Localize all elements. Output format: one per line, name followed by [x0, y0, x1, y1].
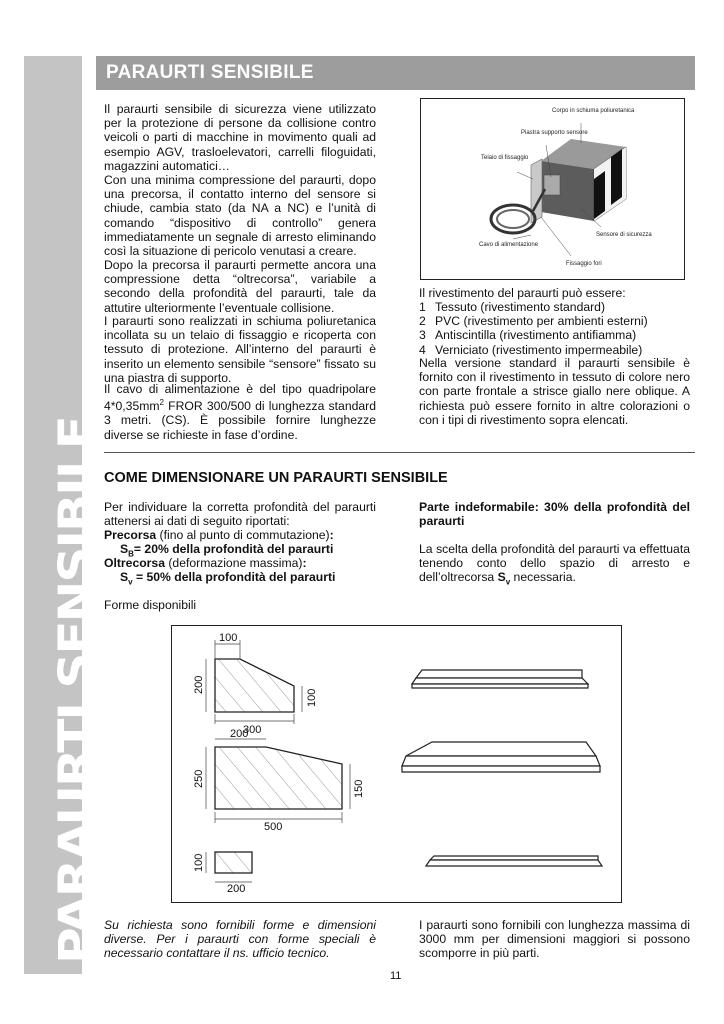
sidebar-vertical-title: PARAURTI SENSIBILE: [49, 417, 103, 964]
sensor-support-plate: [544, 175, 560, 195]
profile-b: [215, 747, 342, 809]
dim-a-right: 100: [306, 688, 318, 707]
dim-b-bottom: 500: [264, 821, 283, 833]
cable-text-suffix: FROR 300/500 di lunghezza standard 3 metri. (CS). È possibile fornire lunghezze diverse se richieste in fase d’ordine.: [104, 399, 376, 442]
oltrecorsa-line: [104, 556, 376, 570]
precorsa-desc: (fino al punto di commutazione): [156, 528, 330, 542]
bar-b-base: [402, 766, 600, 772]
sizing-intro: Per individuare la corretta profondità del paraurti attenersi ai dati di seguito riportati:: [104, 500, 376, 529]
indeformable-part: Parte indeformabile: 30% della profondità del paraurti: [419, 500, 690, 529]
bar-a-front: [412, 678, 588, 684]
dim-c-left: 100: [193, 853, 205, 872]
forms-label: Forme disponibili: [104, 598, 197, 612]
intro-paragraph-2: Con una minima compressione del paraurti, dopo una precorsa, il contatto interno del sensore si chiude, cambia stato (da NA a NC) e l’unità di comando “dispositivo di controllo” genera immediatamente un segnale di arresto eliminando così la situazione di pericolo venutasi a creare.: [104, 173, 376, 259]
bar-a-base: [412, 684, 588, 688]
coating-note: Nella versione standard il paraurti sensibile è fornito con il rivestimento in tessuto di colore nero con parte frontale a strisce giallo nere oblique. A richiesta può essere fornito in altre colorazioni o con i tipi di rivestimento sopra elencati.: [419, 356, 690, 427]
label-frame-text: Telaio di fissaggio: [481, 155, 529, 161]
list-item-number: 2: [419, 314, 426, 329]
intro-paragraph-4: I paraurti sono realizzati in schiuma poliuretanica incollata su un telaio di fissaggio e ricoperta con tessuto di protezione. All’interno del paraurti è inserito un elemento sensibile “sensore” fissato su una piastra di supporto.: [104, 314, 376, 385]
sb-symbol: S: [120, 542, 129, 556]
dim-c-bottom: 200: [227, 883, 246, 895]
dim-a-left: 200: [193, 675, 205, 694]
sb-text: = 20% della profondità del paraurti: [133, 542, 334, 556]
bar-b-front: [402, 756, 600, 766]
bumper-construction-figure: [420, 98, 685, 280]
bumper-construction-drawing: [421, 99, 684, 279]
cable-text-sup: 2: [159, 398, 164, 408]
choice-subscript: v: [505, 577, 511, 587]
sizing-section-title: COME DIMENSIONARE UN PARAURTI SENSIBILE: [104, 470, 448, 486]
label-plate-text: Piastra supporto sensore: [521, 130, 588, 136]
list-item-text: Tessuto (rivestimento standard): [435, 300, 606, 314]
list-item: [419, 343, 690, 357]
profile-a: [215, 659, 294, 712]
stripe: [594, 171, 605, 219]
label-safety-sensor: [596, 232, 652, 238]
list-item: [419, 300, 690, 314]
list-item-number: 1: [419, 300, 426, 314]
oltrecorsa-label: Oltrecorsa: [104, 556, 165, 570]
label-power-cable: [479, 242, 539, 248]
precorsa-label: Precorsa: [104, 528, 157, 542]
bar-c-front: [426, 860, 602, 866]
oltrecorsa-colon: :: [302, 556, 307, 570]
sv-text: = 50% della profondità del paraurti: [132, 570, 336, 584]
profile-c: [215, 852, 252, 873]
label-sensor-text: Sensore di sicurezza: [596, 232, 652, 238]
bar-a-top: [416, 670, 582, 678]
precorsa-line: [104, 528, 376, 542]
intro-paragraph-1: Il paraurti sensibile di sicurezza viene utilizzato per la protezione di persone da collisione contro veicoli o parti di macchine in movimento quali ad esempio AGV, trasloelevatori, carrelli filoguidati, magazzini automatici…: [104, 102, 376, 173]
precorsa-colon: :: [329, 528, 334, 542]
coating-list: [419, 300, 690, 357]
choice-prefix: La scelta della profondità del paraurti va effettuata tenendo conto dello spazio di arresto e dell’oltrecorsa: [419, 542, 690, 585]
list-item: [419, 314, 690, 328]
sv-line: [104, 570, 392, 590]
choice-suffix: necessaria.: [510, 570, 576, 585]
dim-a-top: 100: [219, 632, 238, 644]
label-fixing-holes: [566, 261, 602, 267]
cable-text-prefix: Il cavo di alimentazione è del tipo quadripolare 4*0,35mm: [104, 382, 376, 414]
list-item-text: Verniciato (rivestimento impermeabile): [435, 342, 643, 357]
dim-b-right: 150: [353, 779, 365, 798]
dim-a-bottom: 300: [243, 724, 262, 736]
section-divider: [104, 452, 695, 453]
label-foam-body: [552, 108, 635, 114]
shapes-drawing: [172, 626, 621, 902]
intro-paragraph-3: Dopo la precorsa il paraurti permette ancora una compressione detta “oltrecorsa”, variabile a secondo della profondità del paraurti, tale da attutire ulteriormente l’eventuale collisione.: [104, 258, 376, 315]
list-item-number: 4: [419, 342, 426, 357]
label-cable-text: Cavo di alimentazione: [479, 242, 539, 248]
page-number: 11: [390, 970, 402, 982]
list-item-number: 3: [419, 328, 426, 343]
dim-b-left: 250: [193, 769, 205, 788]
sv-symbol: S: [120, 570, 129, 584]
intro-paragraph-cable: [104, 382, 376, 442]
sb-subscript: B: [128, 549, 134, 559]
page-title-bar: [96, 56, 695, 90]
stripe: [611, 149, 622, 205]
list-item-text: Antiscintilla (rivestimento antifiamma): [435, 328, 637, 343]
max-length-note: I paraurti sono fornibili con lunghezza massima di 3000 mm per dimensioni maggiori si possono scomporre in più parti.: [419, 918, 690, 961]
available-shapes-figure: [171, 625, 622, 903]
label-mounting-frame: [481, 155, 529, 161]
coating-intro: Il rivestimento del paraurti può essere:: [419, 286, 626, 300]
label-holes-text: Fissaggio fori: [566, 261, 602, 267]
oltrecorsa-desc: (deformazione massima): [164, 556, 303, 570]
label-foam-text: Corpo in schiuma poliuretanica: [552, 108, 635, 114]
custom-shapes-note: Su richiesta sono fornibili forme e dimensioni diverse. Per i paraurti con forme speciali è necessario contattare il ns. ufficio tecnico.: [104, 918, 376, 961]
bar-b-top: [406, 742, 596, 756]
sv-subscript: v: [128, 577, 133, 587]
list-item-text: PVC (rivestimento per ambienti esterni): [435, 314, 648, 329]
depth-choice: [419, 542, 690, 590]
page-title: PARAURTI SENSIBILE: [106, 62, 314, 83]
choice-symbol: S: [497, 570, 506, 585]
dim-b-top: 200: [230, 728, 249, 740]
list-item: [419, 328, 690, 342]
label-support-plate: [521, 130, 588, 136]
